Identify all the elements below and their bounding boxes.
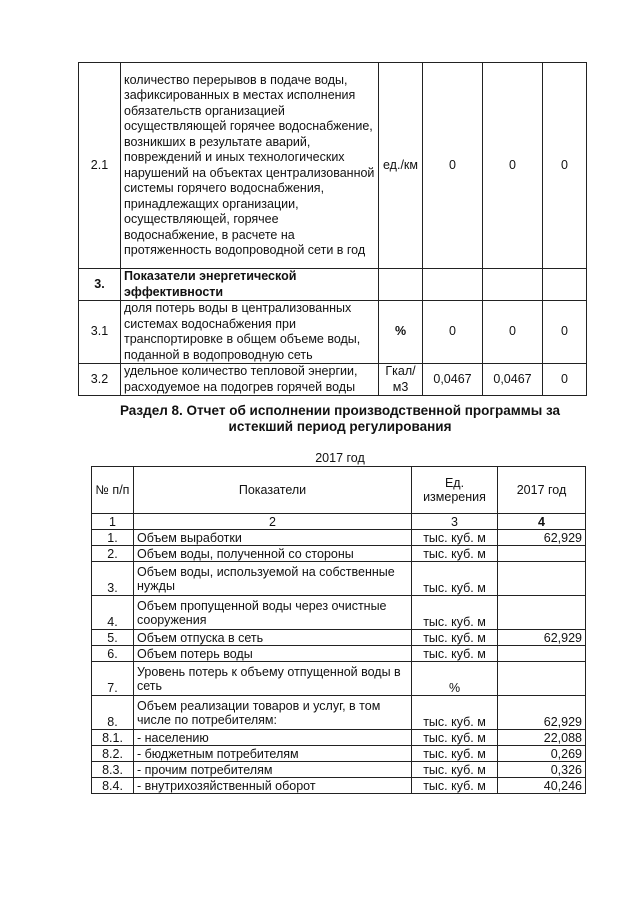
table-row xyxy=(79,269,587,301)
indicator-name: Объем реализации товаров и услуг, в том числе по потребителям: xyxy=(134,696,412,730)
header-row xyxy=(92,467,586,514)
indicator-name: - прочим потребителям xyxy=(134,762,412,778)
row-number: 1. xyxy=(92,530,134,546)
value-cell xyxy=(498,562,586,596)
col-number: 3 xyxy=(412,514,498,530)
row-number: 3.2 xyxy=(79,364,121,396)
header-unit: Ед. измерения xyxy=(412,467,498,514)
indicator-name: - бюджетным потребителям xyxy=(134,746,412,762)
table-row xyxy=(79,301,587,364)
unit: тыс. куб. м xyxy=(412,530,498,546)
table-row xyxy=(92,596,586,630)
table-row xyxy=(92,530,586,546)
value-cell: 0,269 xyxy=(498,746,586,762)
unit: % xyxy=(412,662,498,696)
unit: тыс. куб. м xyxy=(412,646,498,662)
indicator-name: - внутрихозяйственный оборот xyxy=(134,778,412,794)
value-cell: 22,088 xyxy=(498,730,586,746)
unit: тыс. куб. м xyxy=(412,546,498,562)
table-row xyxy=(92,746,586,762)
indicator-name: Уровень потерь к объему отпущенной воды в сеть xyxy=(134,662,412,696)
table-row xyxy=(79,364,587,396)
indicator-name: количество перерывов в подаче воды, зафиксированных в местах исполнения обязательств организацией осуществляющей горячее водоснабжение, возникших в результате аварий, повреждений и иных технологических нарушений на объектах централизованной системы горячего водоснабжения, принадлежащих организации, осуществляющей, горячее водоснабжение, в расчете на протяженность водопроводной сети в год xyxy=(121,63,379,269)
table-row xyxy=(79,63,587,269)
header-name: Показатели xyxy=(134,467,412,514)
value-cell: 62,929 xyxy=(498,696,586,730)
table-row xyxy=(92,762,586,778)
table-row xyxy=(92,696,586,730)
indicator-name: Объем отпуска в сеть xyxy=(134,630,412,646)
value-cell xyxy=(498,662,586,696)
header-value: 2017 год xyxy=(498,467,586,514)
row-number: 4. xyxy=(92,596,134,630)
col-number: 4 xyxy=(498,514,586,530)
value-cell: 0,326 xyxy=(498,762,586,778)
table-row xyxy=(92,646,586,662)
row-number: 3. xyxy=(79,269,121,301)
unit: тыс. куб. м xyxy=(412,696,498,730)
value-cell xyxy=(483,269,543,301)
value-cell: 0,0467 xyxy=(423,364,483,396)
value-cell xyxy=(498,596,586,630)
unit: тыс. куб. м xyxy=(412,730,498,746)
indicator-name: - населению xyxy=(134,730,412,746)
indicator-name: Объем потерь воды xyxy=(134,646,412,662)
col-number: 2 xyxy=(134,514,412,530)
production-program-table xyxy=(91,466,586,794)
value-cell: 0 xyxy=(483,301,543,364)
unit: % xyxy=(379,301,423,364)
unit: тыс. куб. м xyxy=(412,596,498,630)
unit xyxy=(379,269,423,301)
table-row xyxy=(92,630,586,646)
indicator-name: Объем воды, используемой на собственные нужды xyxy=(134,562,412,596)
value-cell xyxy=(423,269,483,301)
indicator-name: Объем выработки xyxy=(134,530,412,546)
row-number: 3. xyxy=(92,562,134,596)
table-row xyxy=(92,562,586,596)
row-number: 8.3. xyxy=(92,762,134,778)
header-num: № п/п xyxy=(92,467,134,514)
value-cell xyxy=(498,646,586,662)
table-row xyxy=(92,662,586,696)
value-cell: 40,246 xyxy=(498,778,586,794)
value-cell: 0 xyxy=(543,364,587,396)
unit: тыс. куб. м xyxy=(412,778,498,794)
unit: тыс. куб. м xyxy=(412,562,498,596)
section-heading: Показатели энергетической эффективности xyxy=(121,269,379,301)
indicator-name: доля потерь воды в централизованных системах водоснабжения при транспортировке в общем объеме воды, поданной в водопроводную сеть xyxy=(121,301,379,364)
value-cell: 62,929 xyxy=(498,530,586,546)
unit: ед./км xyxy=(379,63,423,269)
year-caption: 2017 год xyxy=(315,451,365,465)
table-row xyxy=(92,546,586,562)
row-number: 8. xyxy=(92,696,134,730)
value-cell: 0 xyxy=(543,63,587,269)
indicator-name: удельное количество тепловой энергии, расходуемое на подогрев горячей воды xyxy=(121,364,379,396)
indicator-name: Объем воды, полученной со стороны xyxy=(134,546,412,562)
section-title: Раздел 8. Отчет об исполнении производственной программы за истекший период регулирования xyxy=(119,403,561,434)
unit: Гкал/м3 xyxy=(379,364,423,396)
column-number-row xyxy=(92,514,586,530)
table-row xyxy=(92,778,586,794)
unit: тыс. куб. м xyxy=(412,746,498,762)
value-cell: 0 xyxy=(543,301,587,364)
value-cell: 62,929 xyxy=(498,630,586,646)
value-cell: 0,0467 xyxy=(483,364,543,396)
unit: тыс. куб. м xyxy=(412,762,498,778)
value-cell xyxy=(498,546,586,562)
row-number: 3.1 xyxy=(79,301,121,364)
unit: тыс. куб. м xyxy=(412,630,498,646)
value-cell xyxy=(543,269,587,301)
value-cell: 0 xyxy=(423,301,483,364)
table-row xyxy=(92,730,586,746)
col-number: 1 xyxy=(92,514,134,530)
row-number: 8.1. xyxy=(92,730,134,746)
value-cell: 0 xyxy=(483,63,543,269)
row-number: 6. xyxy=(92,646,134,662)
row-number: 2.1 xyxy=(79,63,121,269)
row-number: 2. xyxy=(92,546,134,562)
row-number: 8.4. xyxy=(92,778,134,794)
indicators-table xyxy=(78,62,587,396)
row-number: 5. xyxy=(92,630,134,646)
value-cell: 0 xyxy=(423,63,483,269)
indicator-name: Объем пропущенной воды через очистные сооружения xyxy=(134,596,412,630)
row-number: 7. xyxy=(92,662,134,696)
row-number: 8.2. xyxy=(92,746,134,762)
